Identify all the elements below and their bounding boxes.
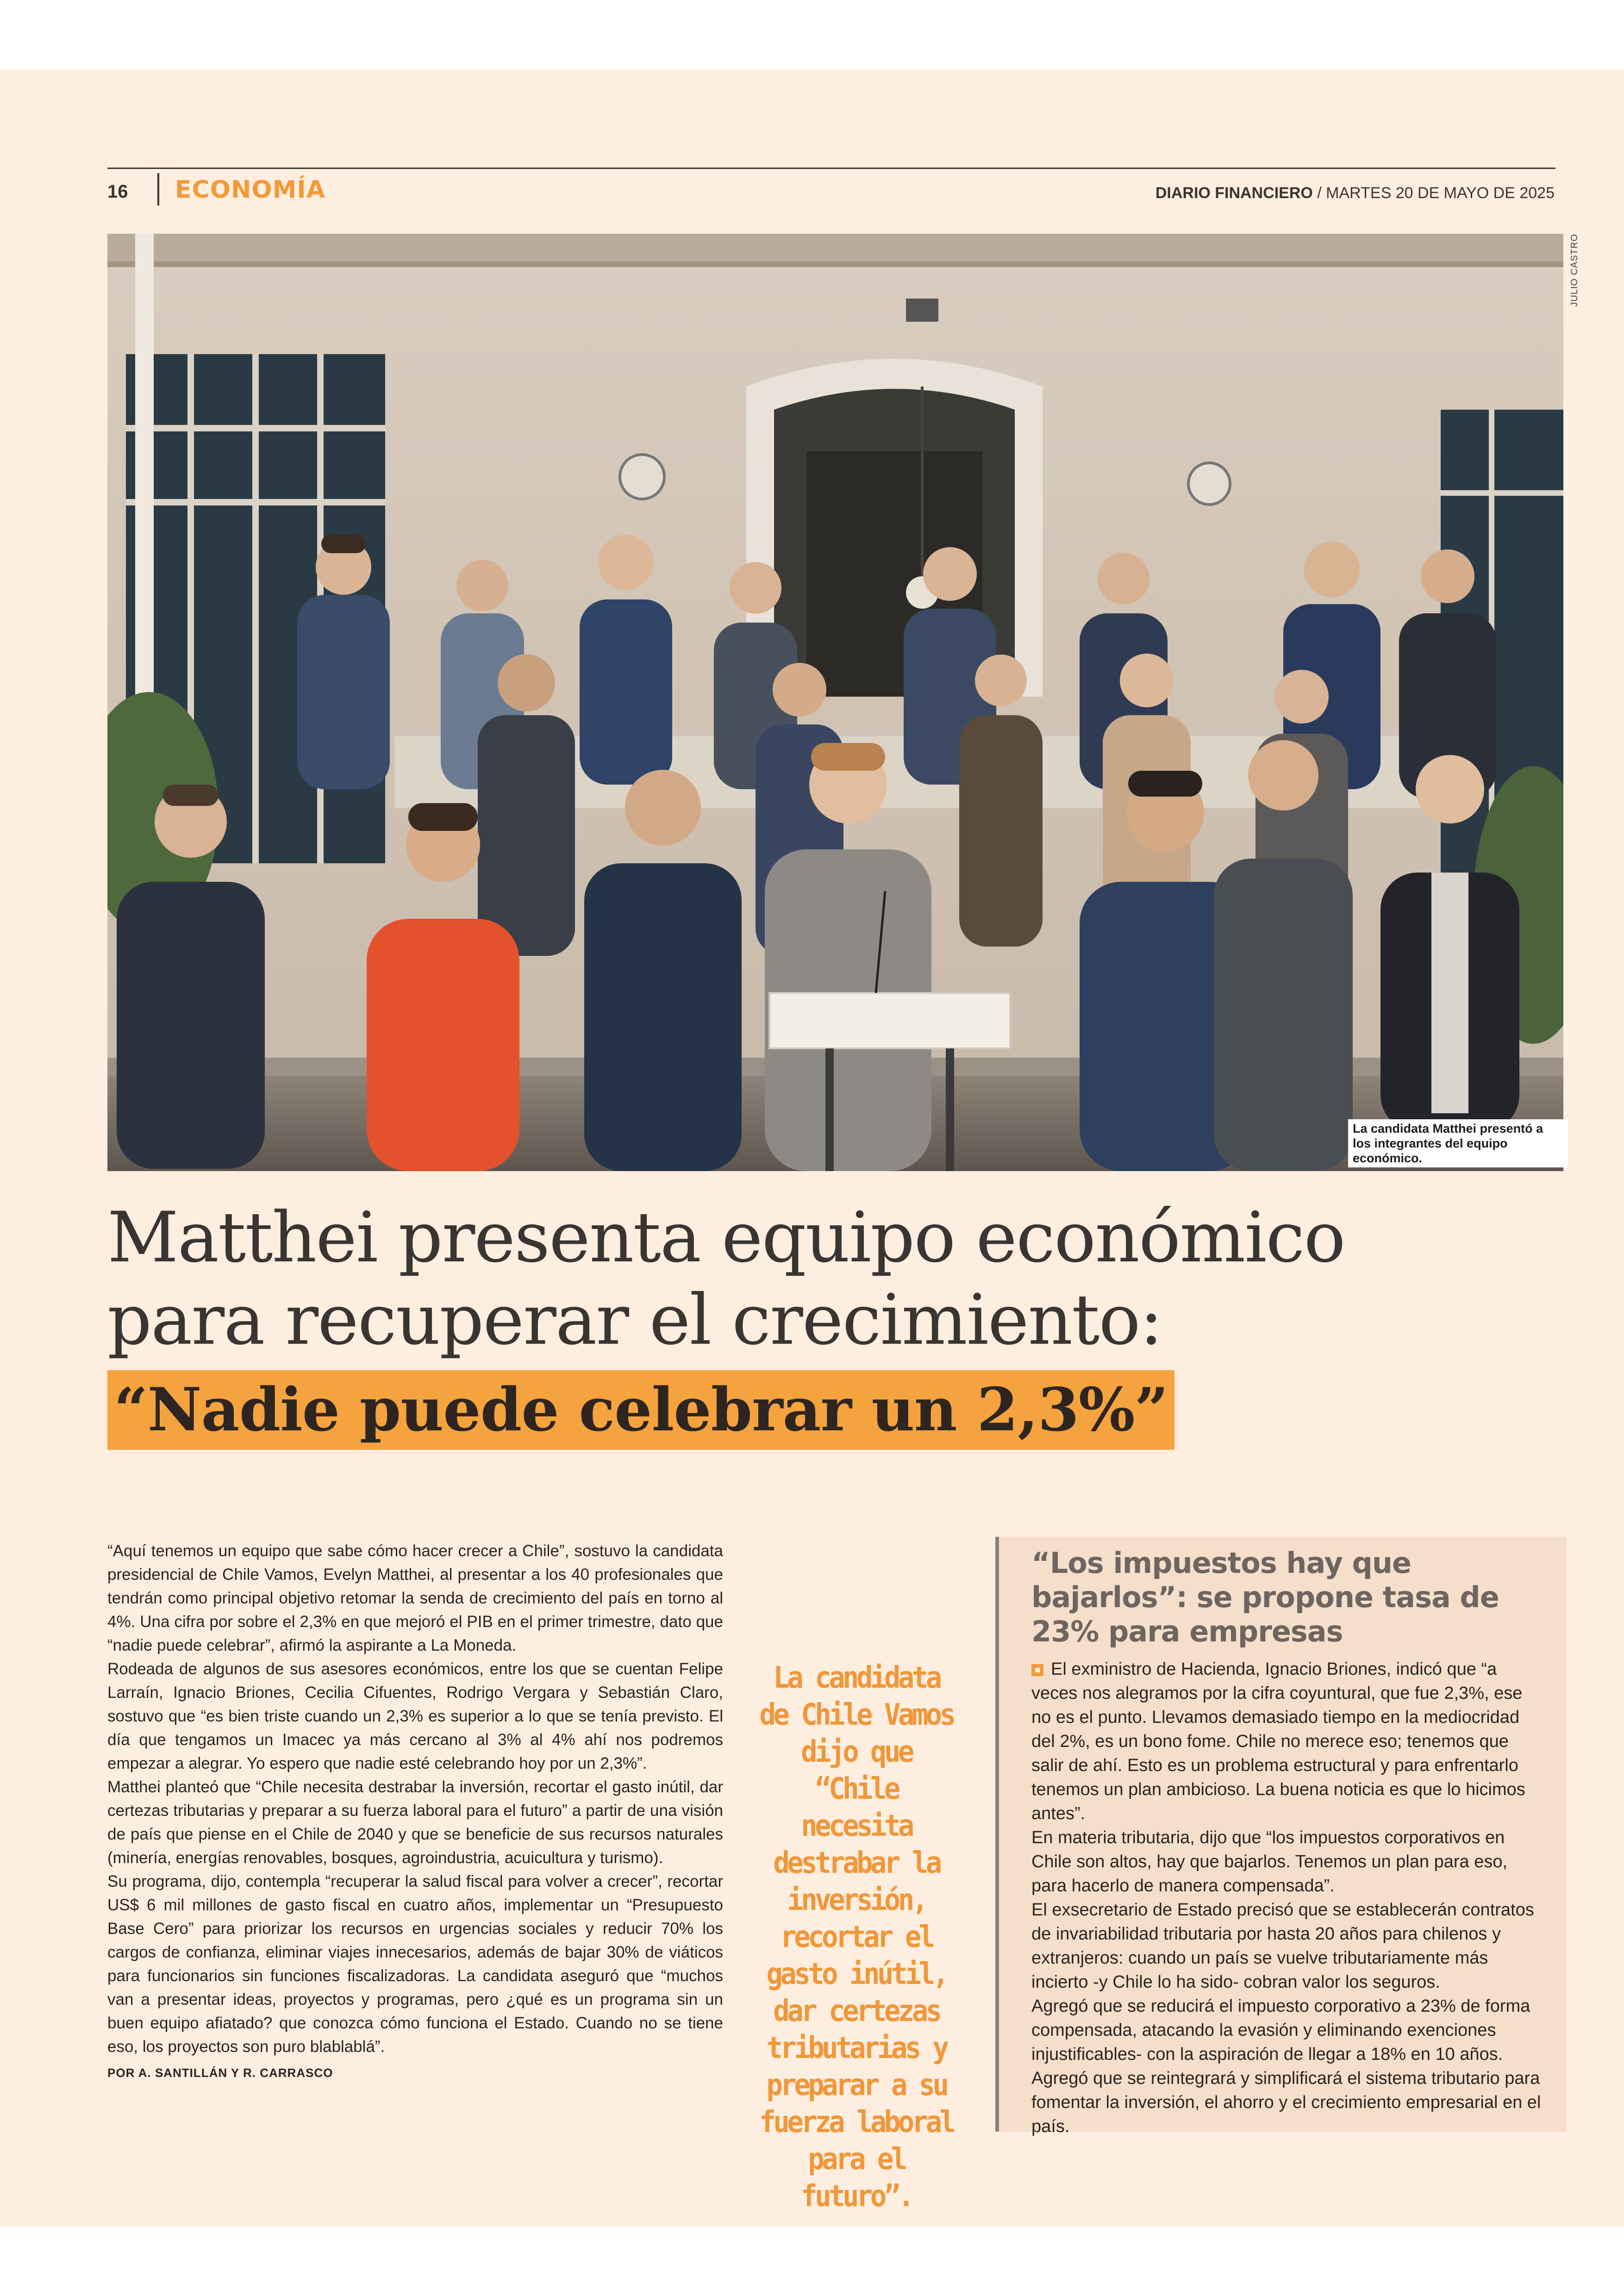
article-paragraph: Su programa, dijo, contempla “recuperar la salud fiscal para volver a crecer”, recortar US$ 6 mil millones de gasto fiscal en cuatro años, implementar un “Presupuesto Base Cero” para priorizar los recursos en urgencias sociales y reducir 70% los cargos de confianza, eliminar viajes innecesarios, además de bajar 30% de viáticos para funcionarios sin funciones fiscalizadoras. La candidata aseguró que “muchos van a presentar ideas, proyectos y programas, pero ¿qué es un programa sin un buen equipo afiatado? que conozca cómo funciona el Estado. Cuando no se tiene eso, los proyectos son puro blablablá”. bbox=[107, 1872, 723, 2056]
article-paragraph: “Aquí tenemos un equipo que sabe cómo hacer crecer a Chile”, sostuvo la candidata presidencial de Chile Vamos, Evelyn Matthei, al presentar a los 40 profesionales que tendrán como principal objetivo retomar la senda de crecimiento del país en torno al 4%. Una cifra por sobre el 2,3% en que mejoró el PIB en el primer trimestre, dato que “nadie puede celebrar”, afirmó la aspirante a La Moneda. bbox=[107, 1542, 723, 1654]
headline-line-2: para recuperar el crecimiento: bbox=[107, 1280, 1162, 1360]
headline-quote-highlight bbox=[107, 1370, 1174, 1450]
photo-caption: La candidata Matthei presentó a los integrantes del equipo económico. bbox=[1348, 1119, 1568, 1167]
publication-dateline bbox=[1156, 184, 1555, 202]
article-paragraph: Matthei planteó que “Chile necesita destrabar la inversión, recortar el gasto inútil, dar certezas tributarias y preparar a su fuerza laboral para el futuro” a partir de una visión de país que piense en el Chile de 2040 y que se beneficie de sus recursos naturales (minería, energías renovables, bosques, agroindustria, acuicultura y turismo). bbox=[107, 1778, 723, 1867]
publication-name: DIARIO FINANCIERO bbox=[1155, 184, 1313, 202]
byline: POR A. SANTILLÁN Y R. CARRASCO bbox=[107, 2066, 333, 2080]
sidebar-body bbox=[1031, 1657, 1545, 2139]
sidebar-box bbox=[995, 1537, 1566, 2136]
sidebar-paragraph bbox=[1031, 1657, 1545, 1826]
header-divider bbox=[157, 173, 159, 206]
sidebar-paragraph: Agregó que se reintegrará y simplificará el sistema tributario para fomentar la inversión, el ahorro y el crecimiento empresarial en el país. bbox=[1031, 2069, 1541, 2136]
sidebar-title: “Los impuestos hay que bajarlos”: se propone tasa de 23% para empresas bbox=[1031, 1546, 1499, 1648]
article-paragraph: Rodeada de algunos de sus asesores económicos, entre los que se cuentan Felipe Larraín, Ignacio Briones, Cecilia Cifuentes, Rodrigo Vergara y Sebastián Claro, sostuvo que “es bien triste cuando un 2,3% es superior a lo que se tenía previsto. El día que tengamos un Imacec ya más cercano al 3% al 4% ahí nos podremos empezar a alegrar. Yo espero que nadie esté celebrando hoy por un 2,3%”. bbox=[107, 1660, 723, 1772]
section-label: ECONOMÍA bbox=[175, 176, 325, 204]
article-body bbox=[107, 1539, 723, 2085]
headline-quote: “Nadie puede celebrar un 2,3%” bbox=[114, 1375, 1168, 1445]
sidebar-paragraph: En materia tributaria, dijo que “los impuestos corporativos en Chile son altos, hay que bajarlos. Tenemos un plan para eso, para hacerlo de manera compensada”. bbox=[1031, 1828, 1508, 1896]
headline bbox=[107, 1197, 1345, 1361]
sidebar-paragraph: El exsecretario de Estado precisó que se establecerán contratos de invariabilidad tributaria por hasta 20 años para chilenos y extranjeros: cuando un país se vuelve tributariamente más incierto -y Chile lo ha sido- cobran valor los seguros. bbox=[1031, 1900, 1534, 1992]
headline-line-1: Matthei presenta equipo económico bbox=[107, 1197, 1345, 1278]
page-number: 16 bbox=[107, 181, 128, 202]
pull-quote: La candidata de Chile Vamos dijo que “Chile necesita destrabar la inversión, recortar el gasto inútil, dar certezas tributarias y preparar a su fuerza laboral para el futuro”. bbox=[759, 1661, 954, 2214]
main-photo bbox=[107, 234, 1563, 1171]
header-rule bbox=[107, 168, 1555, 169]
sidebar-paragraph: Agregó que se reducirá el impuesto corporativo a 23% de forma compensada, atacando la evasión y eliminando exenciones injustificables- con la aspiración de llegar a 18% en 10 años. bbox=[1031, 1996, 1530, 2064]
publication-date: / MARTES 20 DE MAYO DE 2025 bbox=[1312, 184, 1555, 202]
photo-credit: JULIO CASTRO bbox=[1569, 234, 1580, 307]
sidebar-paragraph-text: El exministro de Hacienda, Ignacio Briones, indicó que “a veces nos alegramos por la cifra coyuntural, que fue 2,3%, ese no es el punto. Llevamos demasiado tiempo en la mediocridad del 2%, es un bono fome. Chile no merece eso; tenemos que salir de ahí. Esto es un problema estructural y para enfrentarlo tenemos un plan ambicioso. La buena noticia es que lo hicimos antes”. bbox=[1031, 1659, 1525, 1823]
bullet-square-icon bbox=[1031, 1664, 1043, 1676]
